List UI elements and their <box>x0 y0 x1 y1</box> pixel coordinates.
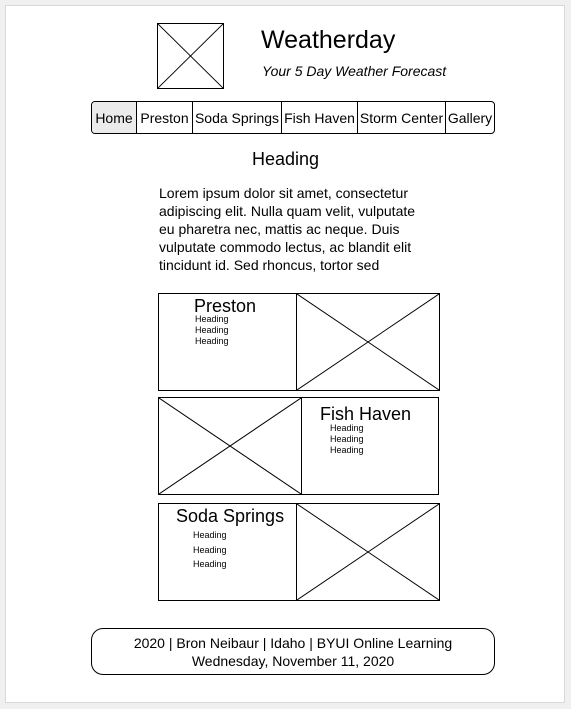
site-tagline: Your 5 Day Weather Forecast <box>262 63 447 79</box>
town-card-subheading: Heading <box>195 325 229 335</box>
town-image-placeholder <box>296 503 440 601</box>
intro-line: adipiscing elit. Nulla quam velit, vulputate <box>159 203 416 219</box>
nav-item-fish-haven[interactable]: Fish Haven <box>282 102 358 133</box>
town-card-subheading: Heading <box>330 445 364 455</box>
site-footer <box>91 628 495 675</box>
town-card-soda-springs <box>158 503 439 601</box>
nav-item-preston[interactable]: Preston <box>137 102 193 133</box>
footer-date: Wednesday, November 11, 2020 <box>191 653 395 669</box>
image-placeholder-icon <box>297 294 439 390</box>
town-card-subheading: Heading <box>193 545 227 555</box>
intro-line: tincidunt id. Sed rhoncus, tortor sed <box>159 257 380 273</box>
town-card-title: Fish Haven <box>320 404 412 424</box>
nav-item-storm-center[interactable]: Storm Center <box>358 102 446 133</box>
town-card-subheading: Heading <box>195 314 229 324</box>
nav-item-home[interactable]: Home <box>92 102 137 133</box>
image-placeholder-icon <box>158 24 223 88</box>
town-image-placeholder <box>158 397 302 495</box>
town-image-placeholder <box>296 293 440 391</box>
nav-item-soda-springs[interactable]: Soda Springs <box>193 102 282 133</box>
town-card-subheading: Heading <box>195 336 229 346</box>
main-heading: Heading <box>251 149 320 169</box>
town-card-subheading: Heading <box>330 434 364 444</box>
intro-line: vulputate commodo lectus, ac blandit elit <box>159 239 412 255</box>
site-title: Weatherday <box>261 26 396 54</box>
nav-item-gallery[interactable]: Gallery <box>447 109 493 126</box>
town-card-fish-haven <box>158 397 439 495</box>
footer-credits: 2020 | Bron Neibaur | Idaho | BYUI Online Learning <box>133 635 453 651</box>
logo-image-placeholder <box>157 23 224 89</box>
intro-line: Lorem ipsum dolor sit amet, consectetur <box>159 185 408 201</box>
main-nav <box>91 101 495 134</box>
town-card-preston <box>158 293 439 391</box>
image-placeholder-icon <box>159 398 301 494</box>
intro-paragraph <box>159 184 421 274</box>
image-placeholder-icon <box>297 504 439 600</box>
town-card-title: Preston <box>194 296 257 316</box>
town-card-subheading: Heading <box>193 530 227 540</box>
intro-line: eu pharetra nec, mattis ac neque. Duis <box>159 221 400 237</box>
town-card-subheading: Heading <box>193 559 227 569</box>
town-card-subheading: Heading <box>330 423 364 433</box>
town-card-title: Soda Springs <box>176 506 285 526</box>
